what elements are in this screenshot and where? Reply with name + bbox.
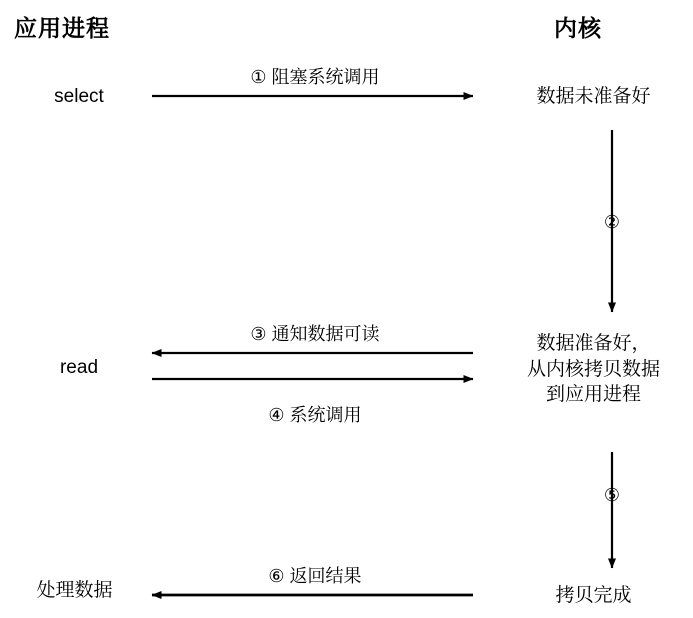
arrow-label-step6: ⑥ 返回结果 xyxy=(268,566,362,586)
arrow-label-step3: ③ 通知数据可读 xyxy=(250,324,380,344)
node-data-ready-line3: 到应用进程 xyxy=(545,384,641,406)
arrow-label-step5: ⑤ xyxy=(603,485,621,505)
node-data-ready-line1: 数据准备好， xyxy=(536,333,651,354)
node-data-not-ready: 数据未准备好 xyxy=(536,86,651,107)
column-header-kernel: 内核 xyxy=(554,15,602,41)
column-header-application: 应用进程 xyxy=(14,15,110,41)
node-process-data: 处理数据 xyxy=(36,580,113,601)
node-copy-done: 拷贝完成 xyxy=(555,585,632,606)
arrow-label-step4: ④ 系统调用 xyxy=(268,405,362,425)
node-select: select xyxy=(54,86,104,107)
arrow-label-step2: ② xyxy=(603,212,621,232)
node-read: read xyxy=(59,357,99,378)
arrow-label-step1: ① 阻塞系统调用 xyxy=(250,67,380,87)
node-data-ready xyxy=(496,331,691,408)
node-data-ready-line2: 从内核拷贝数据 xyxy=(526,358,660,380)
